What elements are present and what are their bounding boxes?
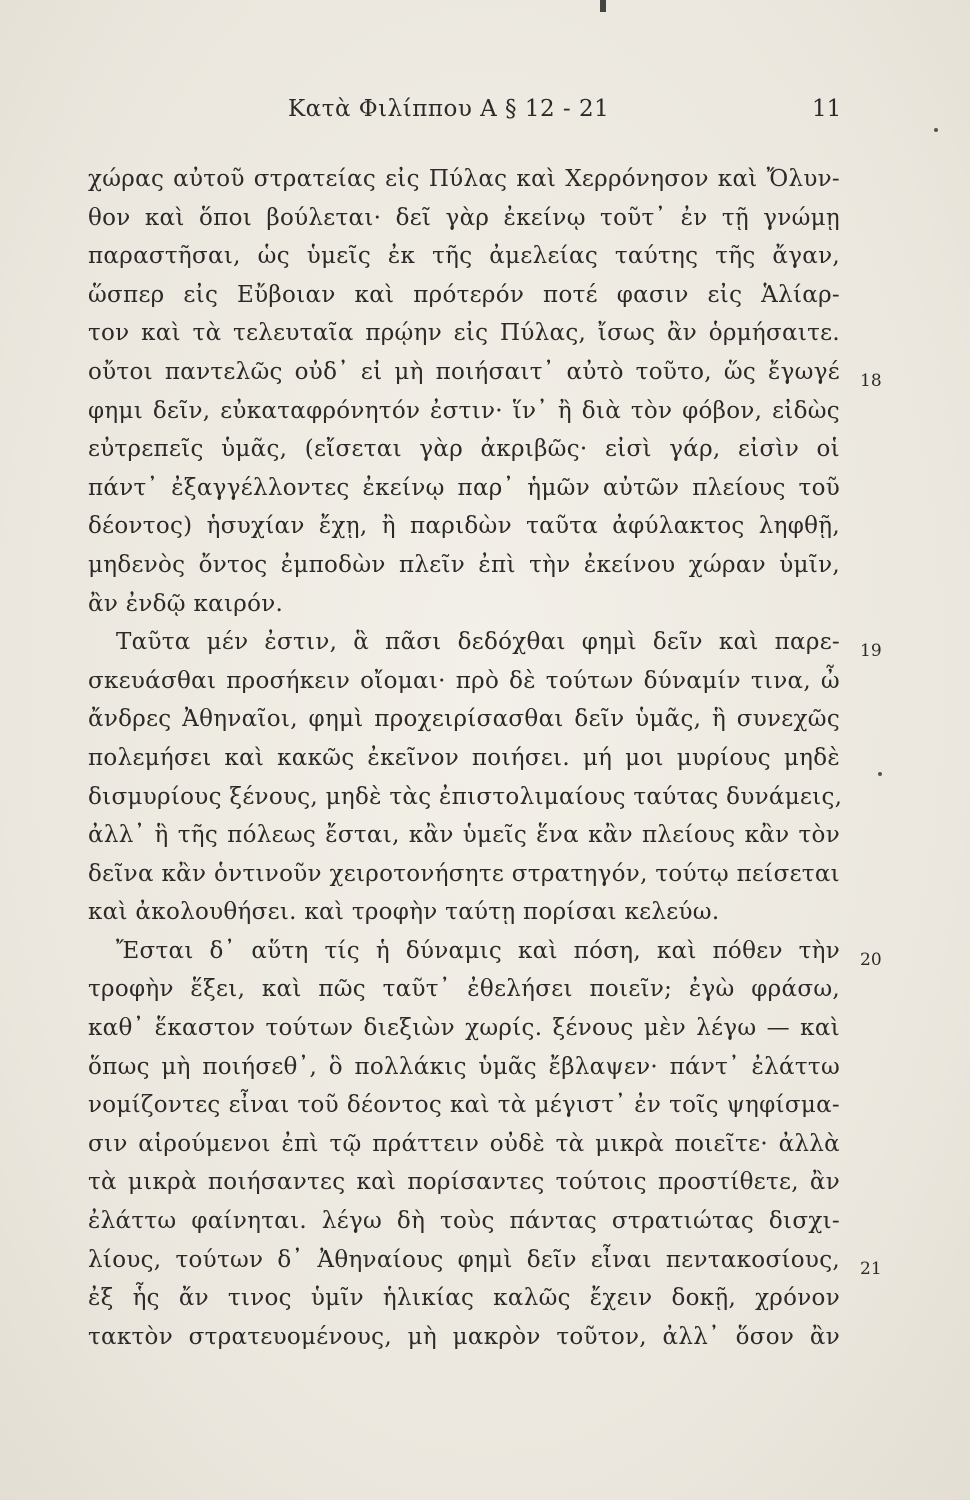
page-number: 11 <box>812 96 842 122</box>
section-number-18: 18 <box>860 371 882 391</box>
text-line: ὅπως μὴ ποιήσεθ᾽, ὃ πολλάκις ὑμᾶς ἔβλαψεν· πάντ᾽ ἐλάττω <box>88 1053 840 1080</box>
text-line: μηδενὸς ὄντος ἐμποδὼν πλεῖν ἐπὶ τὴν ἐκείνου χώραν ὑμῖν, <box>88 551 840 578</box>
text-line: φημι δεῖν, εὐκαταφρόνητόν ἐστιν· ἵν᾽ ἢ διὰ τὸν φόβον, εἰδὼς <box>88 397 840 424</box>
text-line: ὥσπερ εἰς Εὔβοιαν καὶ πρότερόν ποτέ φασιν εἰς Ἁλίαρ- <box>88 281 840 308</box>
text-line: λίους, τούτων δ᾽ Ἀθηναίους φημὶ δεῖν εἶναι πεντακοσίους, <box>88 1246 840 1273</box>
section-number-21: 21 <box>860 1259 882 1279</box>
binding-mark <box>600 0 606 12</box>
text-line: πάντ᾽ ἐξαγγέλλοντες ἐκείνῳ παρ᾽ ἡμῶν αὐτῶν πλείους τοῦ <box>88 474 840 501</box>
text-line: ἐξ ἧς ἄν τινος ὑμῖν ἡλικίας καλῶς ἔχειν δοκῇ, χρόνον <box>88 1285 840 1312</box>
text-line: Ἔσται δ᾽ αὕτη τίς ἡ δύναμις καὶ πόση, καὶ πόθεν τὴν <box>116 937 840 964</box>
text-line: καθ᾽ ἕκαστον τούτων διεξιὼν χωρίς. ξένους μὲν λέγω — καὶ <box>88 1015 840 1042</box>
text-line: ἀλλ᾽ ἣ τῆς πόλεως ἔσται, κἂν ὑμεῖς ἕνα κἂν πλείους κἂν τὸν <box>88 822 840 849</box>
text-line: δέοντος) ἡσυχίαν ἔχῃ, ἢ παριδὼν ταῦτα ἀφύλακτος ληφθῇ, <box>88 513 840 540</box>
text-line: ἂν ἐνδῷ καιρόν. <box>88 590 284 617</box>
text-line: τον καὶ τὰ τελευταῖα πρῴην εἰς Πύλας, ἴσως ἂν ὁρμήσαιτε. <box>88 320 840 347</box>
text-line: ἄνδρες Ἀθηναῖοι, φημὶ προχειρίσασθαι δεῖν ὑμᾶς, ἣ συνεχῶς <box>88 706 840 733</box>
text-line: θον καὶ ὅποι βούλεται· δεῖ γὰρ ἐκείνῳ τοῦτ᾽ ἐν τῇ γνώμῃ <box>88 204 840 231</box>
text-line: τακτὸν στρατευομένους, μὴ μακρὸν τοῦτον, ἀλλ᾽ ὅσον ἂν <box>88 1323 840 1350</box>
body-text <box>88 160 843 1356</box>
text-line: Ταῦτα μέν ἐστιν, ἃ πᾶσι δεδόχθαι φημὶ δεῖν καὶ παρε- <box>116 629 840 656</box>
page-speck <box>878 772 882 776</box>
page-header <box>0 96 970 136</box>
text-line: εὐτρεπεῖς ὑμᾶς, (εἴσεται γὰρ ἀκριβῶς· εἰσὶ γάρ, εἰσὶν οἱ <box>88 436 840 463</box>
text-line: παραστῆσαι, ὡς ὑμεῖς ἐκ τῆς ἀμελείας ταύτης τῆς ἄγαν, <box>88 243 840 270</box>
text-line: καὶ ἀκολουθήσει. καὶ τροφὴν ταύτῃ πορίσαι κελεύω. <box>88 899 720 926</box>
text-line: δισμυρίους ξένους, μηδὲ τὰς ἐπιστολιμαίους ταύτας δυνάμεις, <box>88 783 843 810</box>
running-head: Κατὰ Φιλίππου Α § 12 - 21 <box>288 96 610 122</box>
text-line: χώρας αὐτοῦ στρατείας εἰς Πύλας καὶ Χερρόνησον καὶ Ὄλυν- <box>88 166 840 192</box>
page-speck <box>934 128 938 132</box>
text-line: σιν αἱρούμενοι ἐπὶ τῷ πράττειν οὐδὲ τὰ μικρὰ ποιεῖτε· ἀλλὰ <box>88 1130 840 1157</box>
text-line: σκευάσθαι προσήκειν οἴομαι· πρὸ δὲ τούτων δύναμίν τινα, ὦ <box>88 667 840 694</box>
section-number-20: 20 <box>860 950 882 970</box>
text-line: τὰ μικρὰ ποιήσαντες καὶ πορίσαντες τούτοις προστίθετε, ἂν <box>88 1169 840 1196</box>
text-line: οὔτοι παντελῶς οὐδ᾽ εἰ μὴ ποιήσαιτ᾽ αὐτὸ τοῦτο, ὥς ἔγωγέ <box>88 358 840 385</box>
text-line: νομίζοντες εἶναι τοῦ δέοντος καὶ τὰ μέγιστ᾽ ἐν τοῖς ψηφίσμα- <box>88 1092 840 1119</box>
text-line: τροφὴν ἕξει, καὶ πῶς ταῦτ᾽ ἐθελήσει ποιεῖν; ἐγὼ φράσω, <box>88 976 840 1003</box>
text-line: πολεμήσει καὶ κακῶς ἐκεῖνον ποιήσει. μή μοι μυρίους μηδὲ <box>88 744 840 771</box>
text-line: δεῖνα κἂν ὁντινοῦν χειροτονήσητε στρατηγόν, τούτῳ πείσεται <box>88 860 840 887</box>
section-number-19: 19 <box>860 641 882 661</box>
text-line: ἐλάττω φαίνηται. λέγω δὴ τοὺς πάντας στρατιώτας δισχι- <box>88 1208 840 1235</box>
